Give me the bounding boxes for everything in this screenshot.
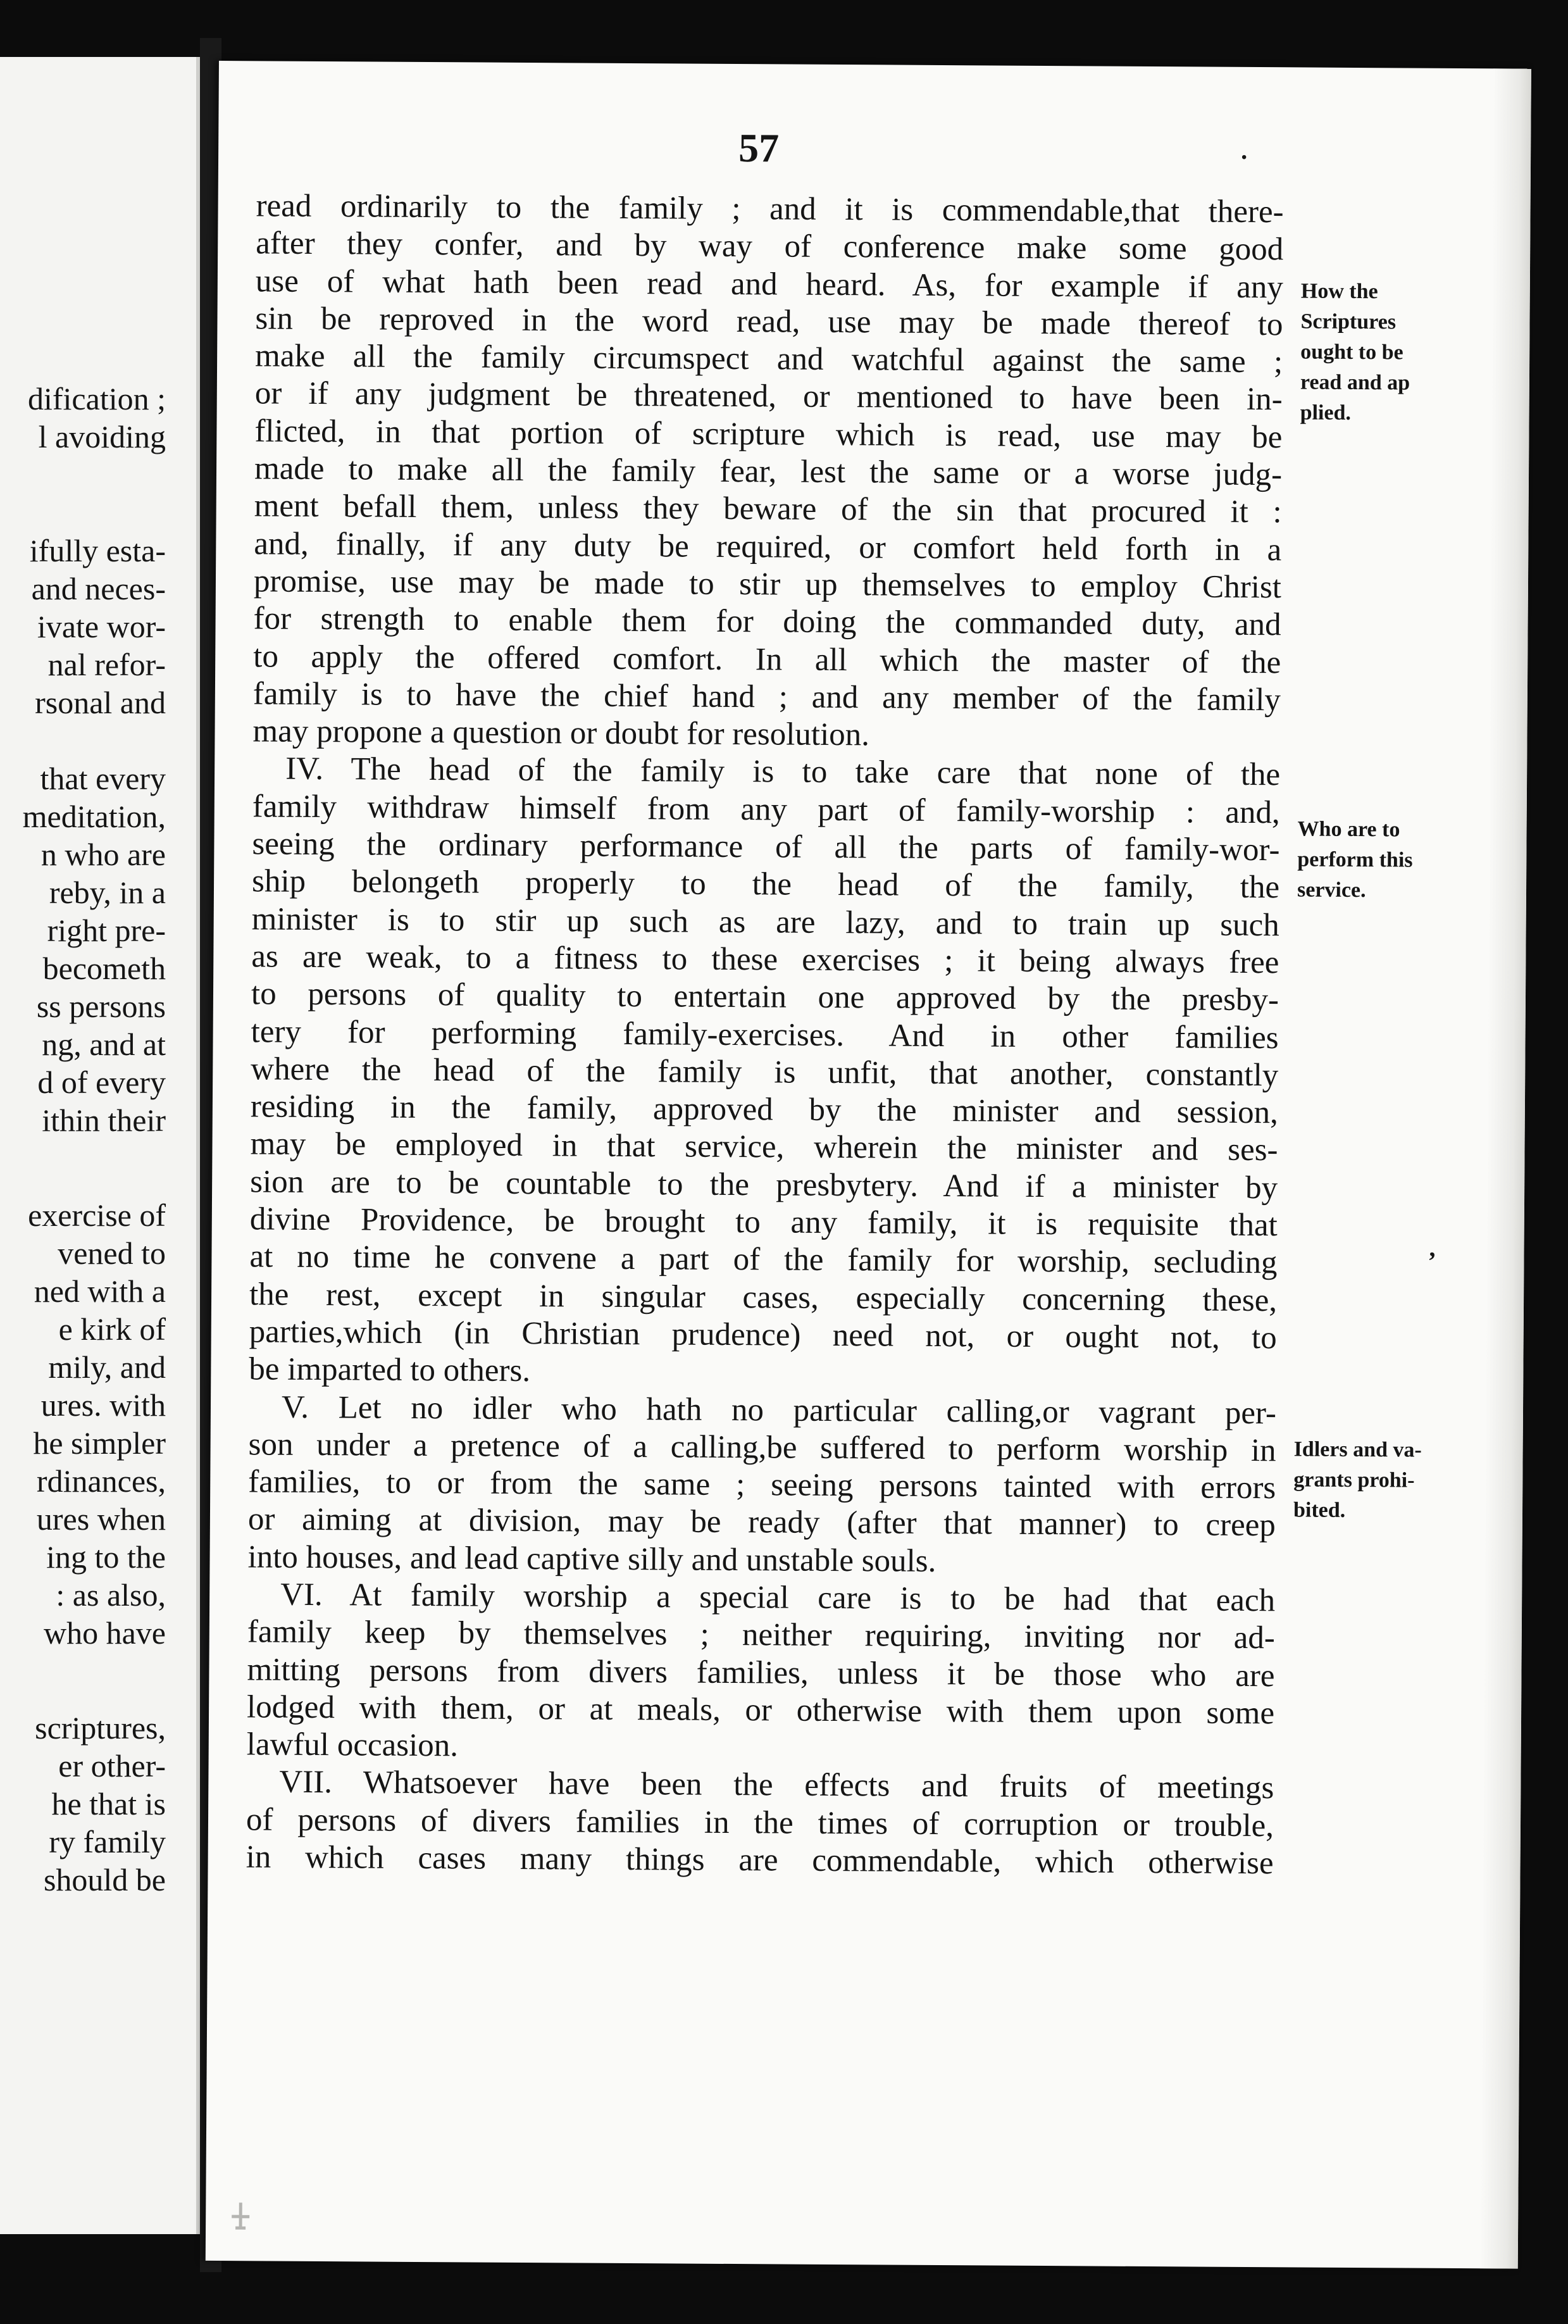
stray-mark: , <box>1429 1233 1436 1262</box>
left-page-line: ithin their <box>42 1103 166 1138</box>
text-line: made to make all the family fear, lest the same or a worse judg- <box>254 451 1283 493</box>
left-page-line: vened to <box>58 1235 166 1271</box>
text-line: IV. The head of the family is to take care that none of the <box>285 751 1281 793</box>
left-page-line: mily, and <box>48 1349 166 1385</box>
left-page-line: ned with a <box>34 1273 166 1309</box>
text-line: into houses, and lead captive silly and unstable souls. <box>247 1539 936 1579</box>
text-line: family is to have the chief hand ; and any member of the family <box>252 676 1281 718</box>
text-line: sion are to be countable to the presbytery. And if a minister by <box>250 1164 1278 1206</box>
left-page-line: and neces- <box>31 571 166 606</box>
text-line: mitting persons from divers families, unless it be those who are <box>247 1651 1275 1694</box>
text-line: may propone a question or doubt for resolution. <box>252 713 870 753</box>
text-line: family withdraw himself from any part of family-worship : and, <box>252 789 1280 831</box>
text-line: read ordinarily to the family ; and it is commendable,that there- <box>256 188 1284 230</box>
text-line: son under a pretence of a calling,be suffered to perform worship in <box>248 1427 1276 1469</box>
left-page-line: ures. with <box>40 1387 166 1423</box>
left-page-line: e kirk of <box>58 1311 166 1347</box>
text-line: flicted, in that portion of scripture which is read, use may be <box>254 413 1283 456</box>
text-line: ment befall them, unless they beware of the sin that procured it : <box>254 488 1282 530</box>
text-line: may be employed in that service, wherein the minister and ses- <box>250 1126 1278 1168</box>
text-line: after they confer, and by way of conference make some good <box>256 225 1284 268</box>
text-line: tery for performing family-exercises. And in other families <box>251 1013 1279 1056</box>
left-page-line: reby, in a <box>49 875 166 910</box>
body-text <box>246 187 1283 1882</box>
left-page-line: ifully esta- <box>29 533 166 568</box>
left-page-line: l avoiding <box>38 419 166 454</box>
text-line: lawful occasion. <box>246 1727 459 1764</box>
text-line: lodged with them, or at meals, or otherwise with them upon some <box>246 1689 1275 1732</box>
text-line: family keep by themselves ; neither requiring, inviting nor ad- <box>247 1614 1275 1656</box>
text-line: make all the family circumspect and watchful against the same ; <box>254 338 1283 380</box>
text-line: the rest, except in singular cases, especially concerning these, <box>249 1276 1278 1318</box>
left-page-line: er other- <box>58 1748 166 1784</box>
text-line: as are weak, to a fitness to these exercises ; it being always free <box>251 939 1279 981</box>
left-page-line: : as also, <box>56 1577 166 1613</box>
left-page-line: scriptures, <box>35 1710 166 1746</box>
text-line: use of what hath been read and heard. As, for example if any <box>255 263 1284 305</box>
text-line: families, to or from the same ; seeing persons tainted with errors <box>248 1464 1276 1506</box>
left-page-line: who have <box>44 1615 166 1651</box>
text-line: VII. Whatsoever have been the effects and fruits of meetings <box>279 1765 1274 1806</box>
left-page-fragment <box>0 57 200 2234</box>
text-line: parties,which (in Christian prudence) need not, or ought not, to <box>249 1314 1277 1356</box>
text-line: or aiming at division, may be ready (after that manner) to creep <box>247 1501 1276 1544</box>
left-page-line: he that is <box>51 1786 166 1821</box>
left-page-line: that every <box>40 761 166 796</box>
text-line: divine Providence, be brought to any family, it is requisite that <box>249 1201 1278 1244</box>
text-line: residing in the family, approved by the minister and session, <box>250 1089 1279 1131</box>
text-line: where the head of the family is unfit, that another, constantly <box>251 1051 1279 1094</box>
text-line: to apply the offered comfort. In all which the master of the <box>253 638 1281 680</box>
margin-note: Who are to perform this service. <box>1297 817 1413 903</box>
text-line: for strength to enable them for doing the commanded duty, and <box>253 601 1281 643</box>
left-page-line: meditation, <box>22 799 166 834</box>
left-page-line: ivate wor- <box>37 609 166 644</box>
left-page-line: he simpler <box>33 1425 166 1461</box>
text-line: at no time he convene a part of the family for worship, secluding <box>249 1239 1278 1281</box>
left-page-line: n who are <box>40 837 166 872</box>
left-page-line: exercise of <box>28 1197 166 1233</box>
text-line: minister is to stir up such as are lazy, and to train up such <box>251 901 1279 943</box>
left-page-line: ng, and at <box>42 1027 166 1062</box>
left-page-line: ing to the <box>46 1539 166 1575</box>
left-page-line: becometh <box>42 951 166 986</box>
text-line: V. Let no idler who hath no particular calling,or vagrant per- <box>281 1389 1277 1431</box>
left-page-line: ry family <box>49 1824 166 1859</box>
text-line: seeing the ordinary performance of all the parts of family-wor- <box>252 826 1280 868</box>
left-page-line: d of every <box>37 1065 166 1100</box>
margin-note: How the Scriptures ought to be read and ap plied. <box>1300 279 1410 425</box>
margin-note: Idlers and va- grants prohi- bited. <box>1293 1437 1422 1522</box>
text-line: and, finally, if any duty be required, or comfort held forth in a <box>254 526 1282 568</box>
text-line: to persons of quality to entertain one approved by the presby- <box>251 976 1279 1018</box>
text-line: in which cases many things are commendable, which otherwise <box>246 1839 1274 1882</box>
right-page <box>206 61 1531 2269</box>
left-page-line: right pre- <box>47 913 166 948</box>
text-line: sin be reproved in the word read, use may be made thereof to <box>255 301 1283 343</box>
text-line: VI. At family worship a special care is to be had that each <box>280 1577 1276 1619</box>
left-page-line: rdinances, <box>36 1463 166 1499</box>
left-page-line: ures when <box>36 1501 166 1537</box>
left-page-line: nal refor- <box>47 647 166 682</box>
left-page-line: rsonal and <box>35 685 166 720</box>
left-page-line: ss persons <box>36 989 166 1024</box>
text-line: of persons of divers families in the times of corruption or trouble, <box>246 1802 1274 1844</box>
text-line: be imparted to others. <box>249 1351 531 1389</box>
page-edge-shadow <box>1480 68 1531 2268</box>
text-line: ship belongeth properly to the head of the family, the <box>251 863 1280 906</box>
left-page-line: should be <box>43 1862 166 1897</box>
page-dot: . <box>1241 135 1248 165</box>
page-number: 57 <box>738 125 780 171</box>
left-page-line: dification ; <box>28 381 166 416</box>
text-line: or if any judgment be threatened, or mentioned to have been in- <box>254 375 1283 418</box>
printer-mark-icon <box>228 2200 253 2232</box>
text-line: promise, use may be made to stir up themselves to employ Christ <box>253 563 1282 606</box>
